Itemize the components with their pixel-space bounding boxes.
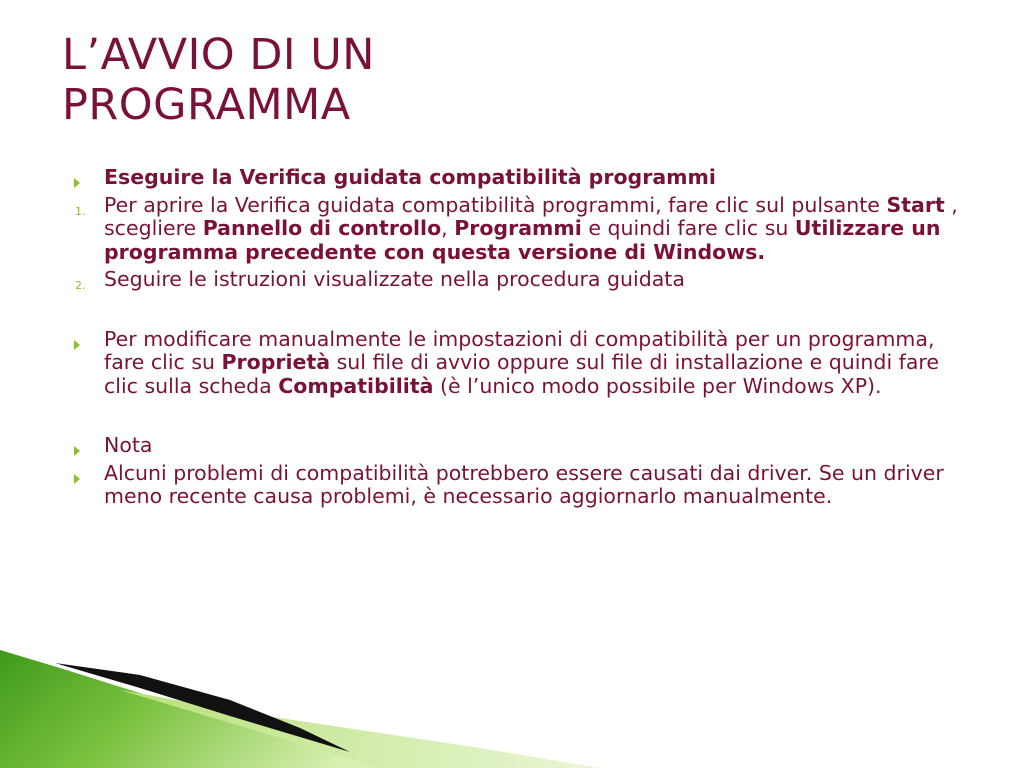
step1-text-g: e quindi fare clic su (581, 216, 795, 240)
step1-utilizzare: Utilizzare un programma precedente con questa versione di Windows. (104, 216, 941, 264)
bullet-item-nota (74, 434, 974, 458)
list-number: 1. (75, 204, 86, 218)
step1-text-e: , (441, 216, 455, 240)
bullet-arrow-icon (74, 335, 102, 359)
slide-title (62, 30, 962, 130)
step2-text: Seguire le istruzioni visualizzate nella procedura guidata (104, 267, 685, 291)
step1-programmi: Programmi (454, 216, 582, 240)
item2-text-c: sul file di avvio oppure sul file di installazione e quindi fare clic sulla scheda (104, 350, 940, 398)
item-text: Eseguire la Verifica guidata compatibilità programmi (104, 165, 716, 189)
item2-compatibilita: Compatibilità (278, 373, 434, 398)
driver-text: Alcuni problemi di compatibilità potrebbero essere causati dai driver. Se un driver meno recente causa problemi, è necessario aggiornarlo manualmente. (104, 460, 944, 508)
bullet-item-modificare (74, 328, 974, 399)
numbered-item-1 (74, 194, 974, 265)
bullet-arrow-icon (74, 469, 102, 493)
step1-text-c: , scegliere (104, 192, 958, 240)
title-line-1: L’AVVIO DI UN (62, 30, 375, 80)
step1-text-a: Per aprire la Verifica guidata compatibilità programmi, fare clic sul pulsante (104, 192, 887, 217)
item2-text-a: Per modificare manualmente le impostazioni di compatibilità per un programma, fare clic su (104, 326, 935, 374)
item2-proprieta: Proprietà (221, 350, 331, 374)
step1-pannello: Pannello di controllo (202, 216, 442, 240)
numbered-item-2 (74, 268, 974, 292)
step1-start: Start (886, 192, 945, 217)
bullet-item-driver (74, 462, 974, 509)
nota-text: Nota (104, 433, 153, 457)
list-number: 2. (75, 279, 86, 292)
bullet-item-verifica (74, 166, 974, 190)
title-line-2: PROGRAMMA (62, 80, 351, 130)
slide-content (74, 166, 974, 509)
item2-text-e: (è l’unico modo possibile per Windows XP). (433, 373, 882, 398)
